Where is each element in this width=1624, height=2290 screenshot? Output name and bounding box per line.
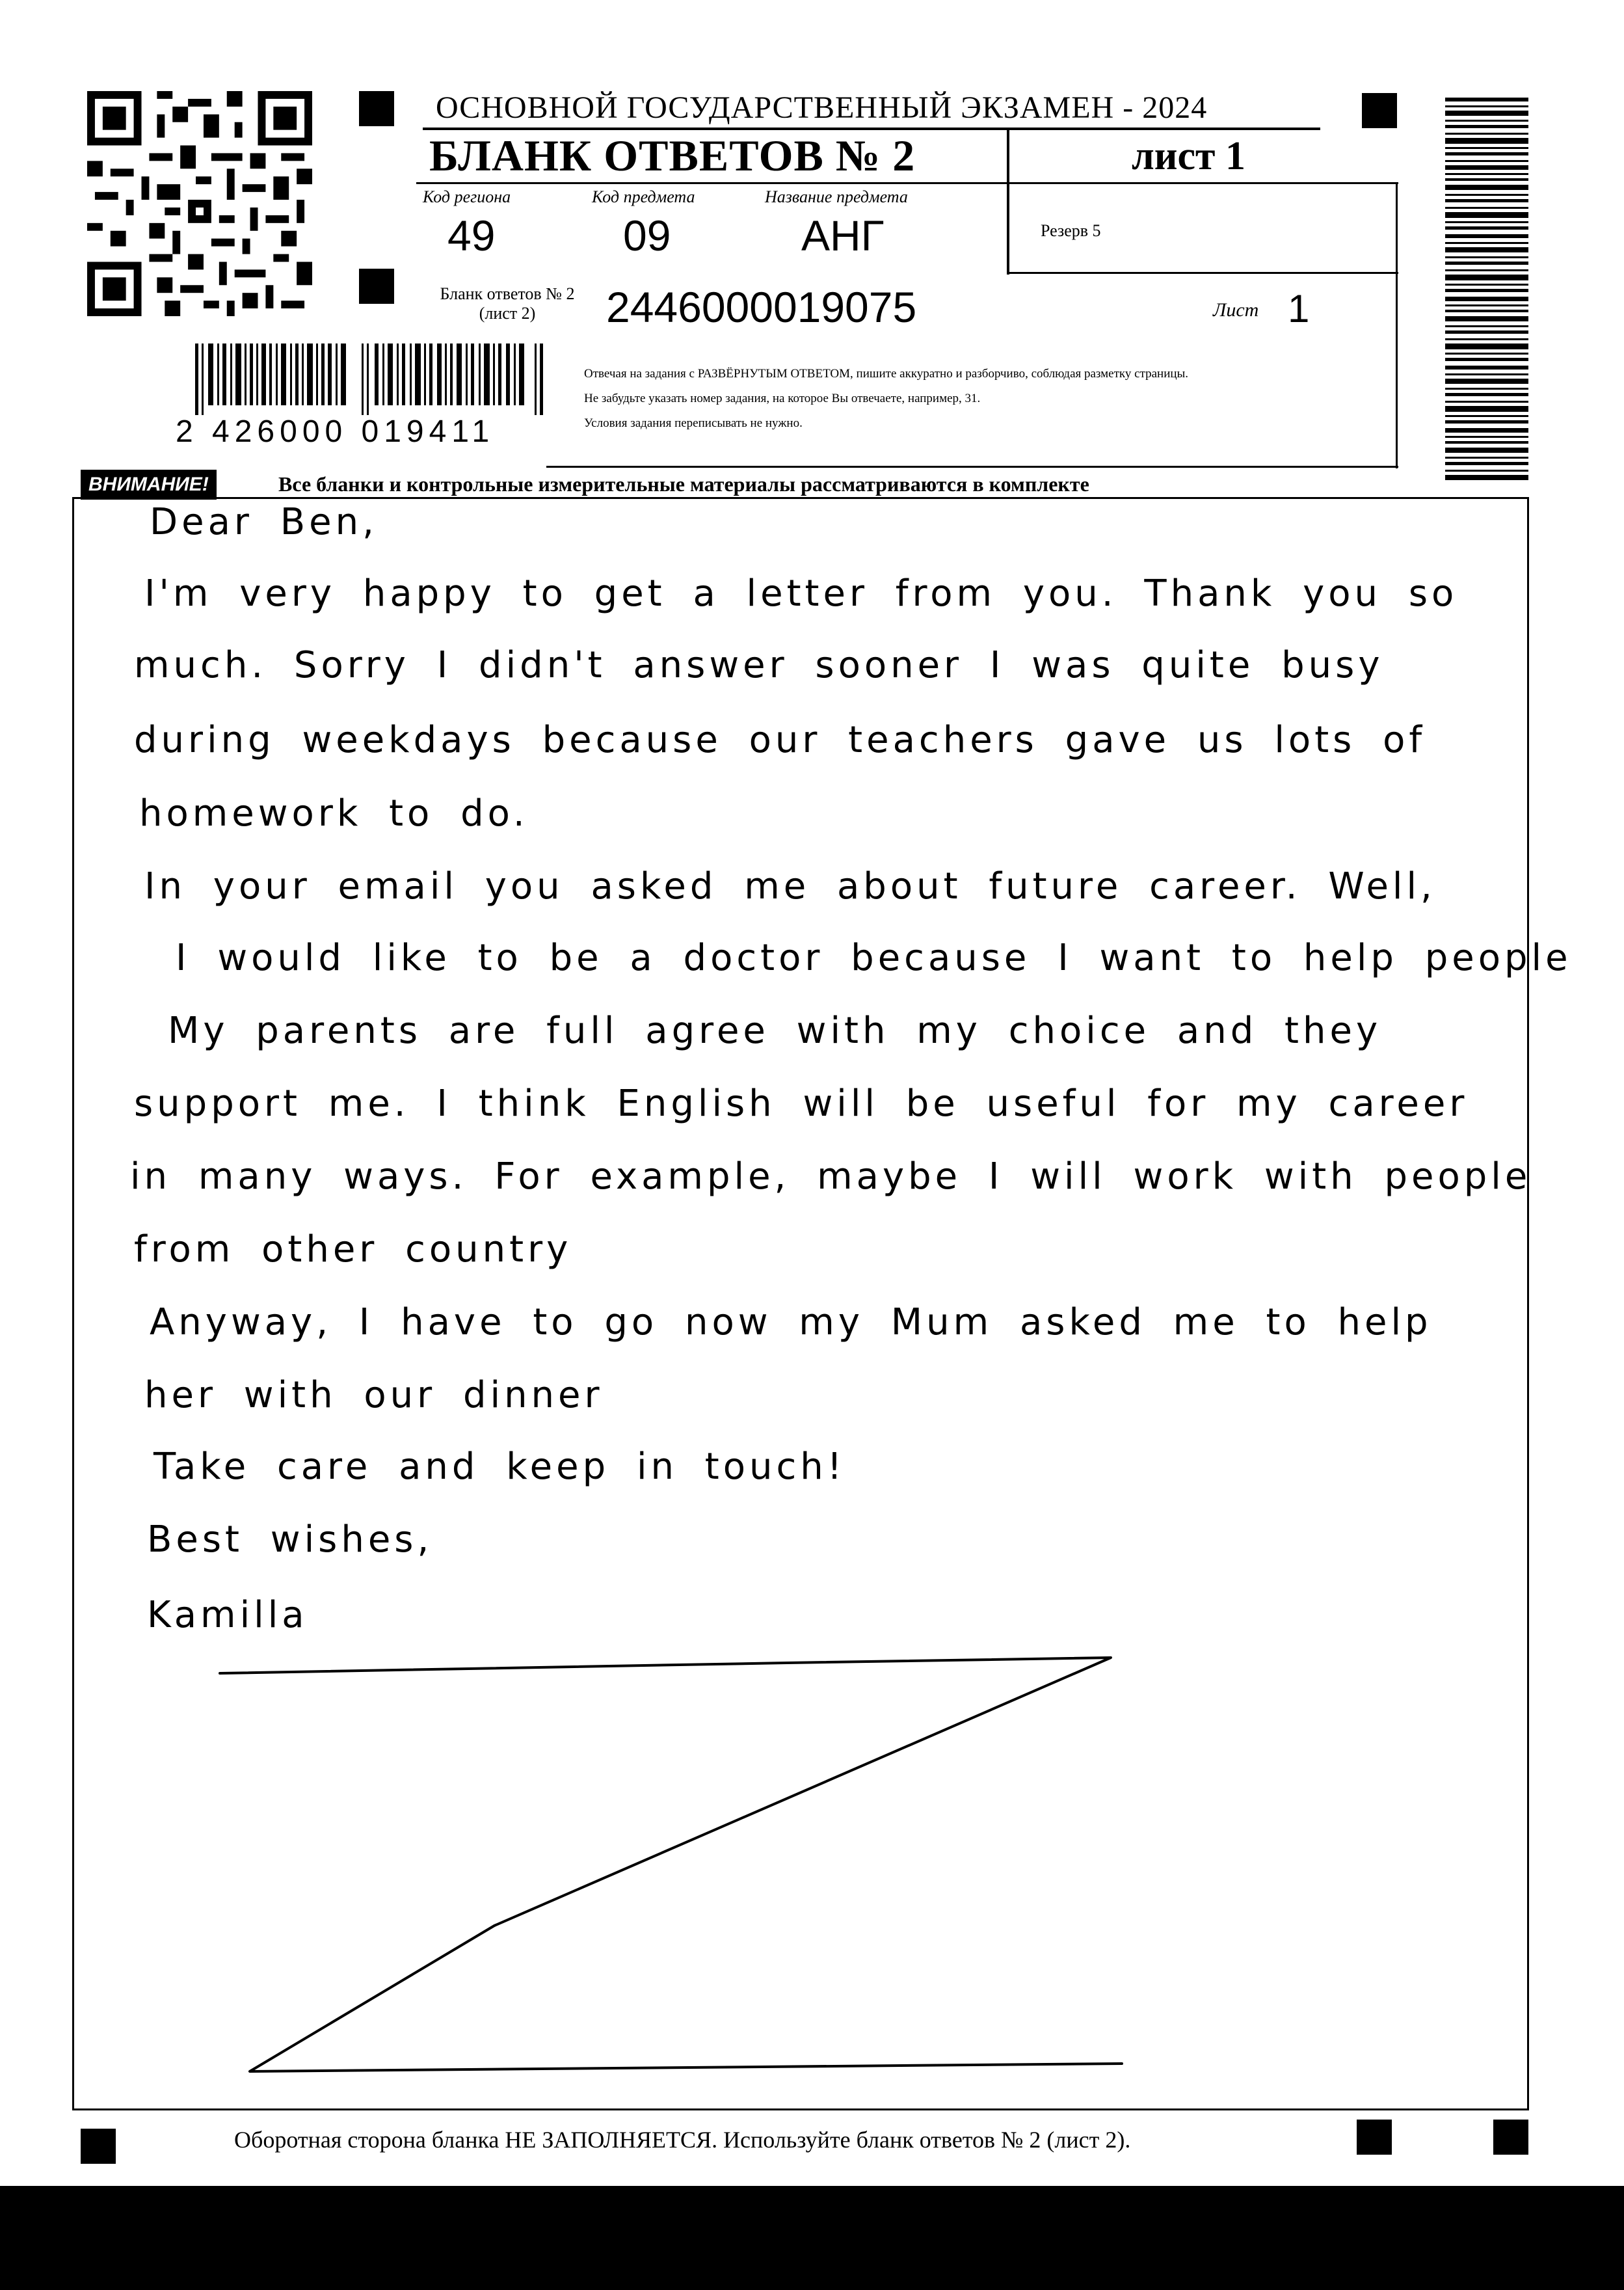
sheet-number: 1 [1288, 287, 1310, 330]
letter-line: in many ways. For example, maybe I will work with people [130, 1155, 1532, 1198]
letter-line: Dear Ben, [150, 501, 378, 543]
subject-name-value: АНГ [801, 211, 885, 260]
subject-code-value: 09 [623, 211, 671, 260]
letter-line: homework to do. [139, 792, 529, 835]
footer-note: Оборотная сторона бланка НЕ ЗАПОЛНЯЕТСЯ. Используйте бланк ответов № 2 (лист 2). [234, 2127, 1131, 2153]
exam-title: ОСНОВНОЙ ГОСУДАРСТВЕННЫЙ ЭКЗАМЕН - 2024 [436, 90, 1208, 125]
sheet-title: лист 1 [1132, 134, 1245, 178]
attention-badge: ВНИМАНИЕ! [81, 470, 217, 500]
barcode-digits: 2 426000 019411 [176, 414, 495, 449]
letter-line: Kamilla [147, 1594, 308, 1636]
linked-form-number: 2446000019075 [606, 283, 917, 331]
linked-form-label-line1: Бланк ответов № 2 [440, 284, 575, 303]
letter-line: Best wishes, [147, 1518, 433, 1561]
region-code-value: 49 [447, 211, 496, 260]
sheet-label: Лист [1213, 299, 1259, 321]
region-code-label: Код региона [423, 187, 511, 206]
header-rule [1007, 272, 1398, 274]
header-rule [546, 466, 1398, 468]
instruction-line: Отвечая на задания с РАЗВЁРНУТЫМ ОТВЕТОМ, пишите аккуратно и разборчиво, соблюдая разметку страницы. [584, 367, 1189, 381]
letter-line: My parents are full agree with my choice and they [168, 1010, 1382, 1052]
letter-line: Anyway, I have to go now my Mum asked me to help [150, 1301, 1432, 1343]
letter-line: much. Sorry I didn't answer sooner I was quite busy [134, 644, 1384, 686]
subject-code-label: Код предмета [592, 187, 695, 206]
letter-line: support me. I think English will be useful for my career [134, 1083, 1469, 1125]
letter-line: In your email you asked me about future career. Well, [144, 865, 1436, 908]
qr-code [87, 91, 312, 316]
registration-marker [81, 2129, 116, 2164]
registration-marker [1362, 93, 1397, 128]
side-barcode [1445, 98, 1528, 481]
linked-form-label [416, 284, 598, 323]
registration-marker [1357, 2120, 1392, 2155]
registration-marker [1493, 2120, 1528, 2155]
instructions [584, 362, 1391, 436]
instruction-line: Не забудьте указать номер задания, на которое Вы отвечаете, например, 31. [584, 392, 981, 405]
registration-marker [359, 269, 394, 304]
letter-line: I'm very happy to get a letter from you. Thank you so [144, 572, 1458, 615]
letter-line: during weekdays because our teachers gave us lots of [134, 719, 1426, 761]
header-divider [1007, 130, 1009, 275]
form-barcode [195, 344, 546, 415]
subject-name-label: Название предмета [765, 187, 908, 206]
reserve-field: Резерв 5 [1041, 221, 1101, 240]
header-rule [416, 182, 1398, 184]
registration-marker [359, 91, 394, 126]
letter-line: from other country [134, 1228, 572, 1271]
letter-line: Take care and keep in touch! [153, 1446, 846, 1488]
form-title: БЛАНК ОТВЕТОВ № 2 [429, 131, 916, 180]
instruction-line: Условия задания переписывать не нужно. [584, 416, 803, 430]
letter-line: I would like to be a doctor because I want to help people [176, 937, 1572, 979]
header-divider [1396, 182, 1398, 468]
scan-edge [0, 2186, 1624, 2290]
attention-text: Все бланки и контрольные измерительные материалы рассматриваются в комплекте [278, 472, 1089, 496]
linked-form-label-line2: (лист 2) [479, 304, 536, 323]
letter-line: her with our dinner [144, 1374, 604, 1416]
